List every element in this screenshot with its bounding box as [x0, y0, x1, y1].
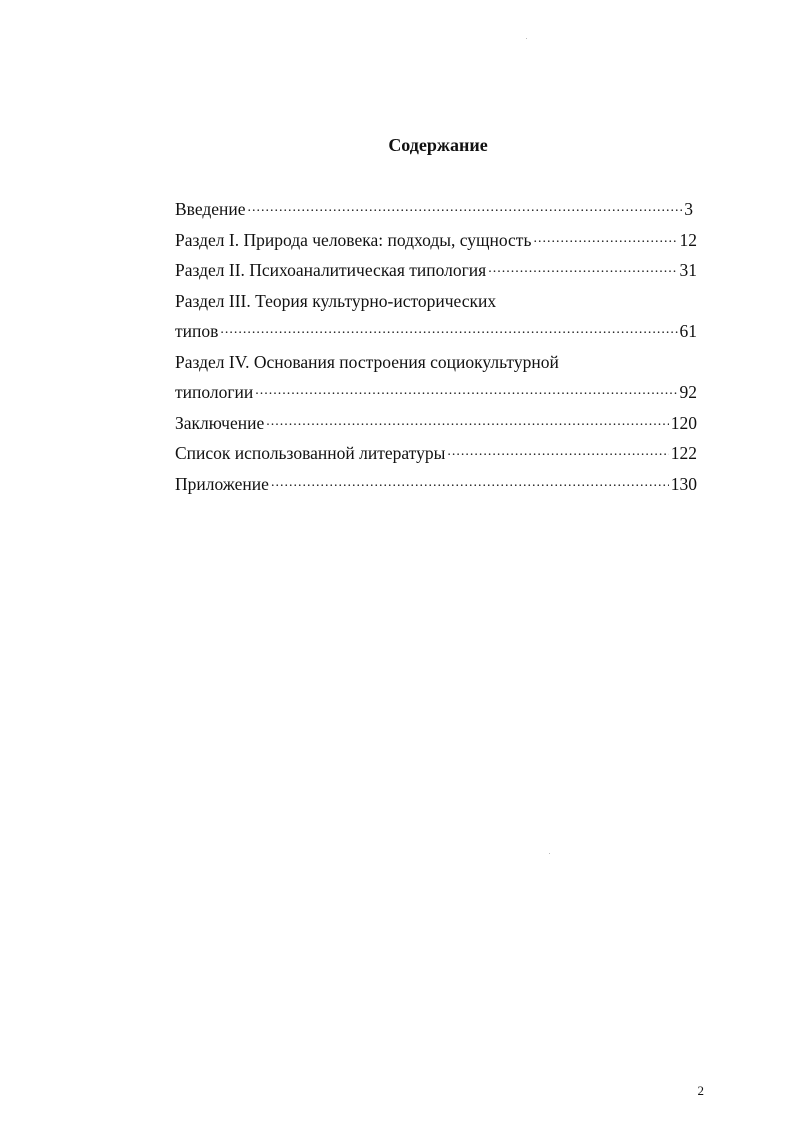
- toc-entry-label: Раздел II. Психоаналитическая типология: [175, 260, 487, 280]
- dot-leader: [255, 384, 677, 398]
- toc-entry-page: 3: [684, 199, 693, 219]
- scan-speck: [526, 38, 527, 39]
- toc-entry-label: типологии: [175, 382, 254, 402]
- toc-entry-section-1: [175, 229, 697, 260]
- toc-entry-appendix: [175, 473, 697, 504]
- toc-entry-label: Раздел I. Природа человека: подходы, сущность: [175, 229, 532, 250]
- toc-entry-section-4-line-1: [175, 351, 697, 382]
- toc-entry-label: Приложение: [175, 473, 269, 494]
- toc-entry-page: 12: [679, 229, 697, 250]
- toc-entry-label: типов: [175, 321, 219, 341]
- toc-entry-introduction: [175, 198, 697, 229]
- toc-entry-section-3-line-1: [175, 290, 697, 321]
- toc-entry-label: Раздел III. Теория культурно-исторических: [175, 290, 497, 311]
- toc-entry-page: 61: [679, 321, 697, 341]
- toc-entry-label: Список использованной литературы: [175, 443, 446, 463]
- toc-entry-label: Заключение: [175, 412, 265, 433]
- toc-entry-label: Введение: [175, 199, 246, 219]
- dot-leader: [248, 201, 683, 215]
- toc-title: Содержание: [388, 135, 488, 155]
- toc-entry-page: 92: [679, 382, 697, 402]
- dot-leader: [447, 445, 668, 459]
- dot-leader: [271, 476, 669, 490]
- toc-entry-section-2: [175, 259, 697, 290]
- page-number: 2: [697, 1083, 704, 1098]
- dot-leader: [533, 232, 677, 246]
- toc-entry-label: Раздел IV. Основания построения социокультурной: [175, 351, 559, 372]
- scan-speck: [549, 853, 550, 854]
- dot-leader: [488, 262, 677, 276]
- dot-leader: [220, 323, 677, 337]
- toc-entry-section-3-line-2: [175, 320, 697, 351]
- toc-entry-section-4-line-2: [175, 381, 697, 412]
- toc-entry-page: 130: [670, 473, 697, 494]
- toc-entry-page: 122: [670, 443, 697, 463]
- toc-entry-page: 120: [670, 412, 697, 433]
- table-of-contents: [175, 198, 697, 503]
- toc-entry-references: [175, 442, 697, 473]
- toc-entry-conclusion: [175, 412, 697, 443]
- dot-leader: [266, 415, 669, 429]
- toc-entry-page: 31: [679, 260, 697, 280]
